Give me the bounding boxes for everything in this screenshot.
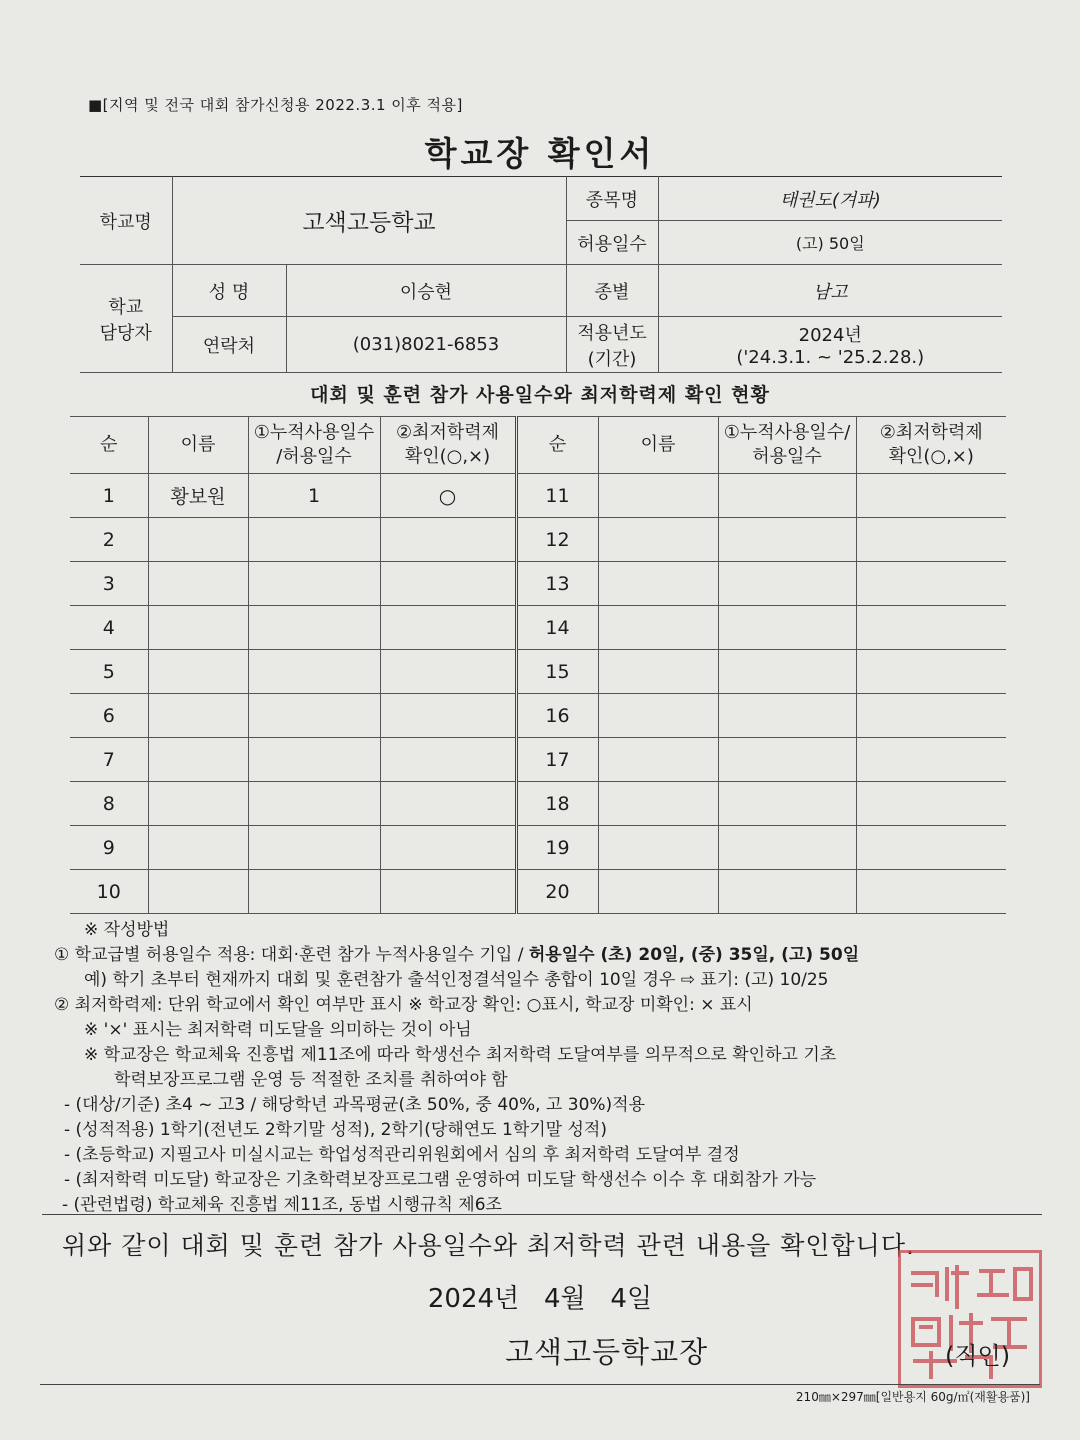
row-used-days: 1 — [248, 474, 380, 518]
instruction-line: 예) 학기 초부터 현재까지 대회 및 훈련참가 출석인정결석일수 총합이 10일 경우 ⇨ 표기: (고) 10/25 — [84, 970, 829, 990]
header-name: 이름 — [148, 417, 248, 474]
row-no: 1 — [70, 474, 148, 518]
row-used-days — [248, 650, 380, 694]
document-date: 2024년 4월 4일 — [427, 1284, 653, 1314]
row-no-right: 18 — [516, 782, 598, 826]
row-name-right — [598, 782, 718, 826]
row-used-days — [248, 782, 380, 826]
row-no: 10 — [70, 870, 148, 914]
event-value: 태권도(겨파) — [658, 177, 1002, 221]
instruction-line: - (성적적용) 1학기(전년도 2학기말 성적), 2학기(당해연도 1학기말 성적) — [64, 1120, 607, 1140]
row-used-days-right — [718, 562, 856, 606]
school-name-value: 고색고등학교 — [172, 177, 566, 265]
row-used-days-right — [718, 694, 856, 738]
category-label: 종별 — [566, 265, 658, 317]
row-check — [380, 650, 516, 694]
row-no: 4 — [70, 606, 148, 650]
instructions — [54, 918, 1034, 1218]
instruction-line: - (최저학력 미도달) 학교장은 기초학력보장프로그램 운영하여 미도달 학생선수 이수 후 대회참가 가능 — [64, 1170, 817, 1190]
staff-name-label: 성 명 — [172, 265, 286, 317]
row-check — [380, 518, 516, 562]
row-check — [380, 694, 516, 738]
table-row — [70, 826, 1006, 870]
row-used-days-right — [718, 650, 856, 694]
row-used-days-right — [718, 826, 856, 870]
row-name-right — [598, 826, 718, 870]
allowed-days-label: 허용일수 — [566, 221, 658, 265]
header-check-line2: 확인(○,×) — [404, 446, 491, 467]
row-no-right: 12 — [516, 518, 598, 562]
row-name — [148, 606, 248, 650]
row-name-right — [598, 562, 718, 606]
row-used-days-right — [718, 870, 856, 914]
row-name: 황보원 — [148, 474, 248, 518]
row-no-right: 13 — [516, 562, 598, 606]
row-used-days-right — [718, 474, 856, 518]
instruction-emphasis: 허용일수 (초) 20일, (중) 35일, (고) 50일 — [528, 945, 860, 965]
row-no: 5 — [70, 650, 148, 694]
row-check-right — [856, 606, 1006, 650]
table-header-row — [70, 417, 1006, 474]
row-used-days — [248, 870, 380, 914]
header-check-right-line1: ②최저학력제 — [879, 422, 983, 443]
row-name — [148, 518, 248, 562]
row-used-days — [248, 826, 380, 870]
period-range: ('24.3.1. ~ '25.2.28.) — [736, 347, 925, 368]
header-used-right-line1: ①누적사용일수/ — [723, 422, 851, 443]
row-check-right — [856, 518, 1006, 562]
staff-label-line1: 학교 — [108, 296, 144, 318]
row-name — [148, 650, 248, 694]
header-min-academic — [380, 417, 516, 474]
row-check-right — [856, 870, 1006, 914]
table-row — [70, 606, 1006, 650]
row-name-right — [598, 474, 718, 518]
row-check-right — [856, 826, 1006, 870]
row-check — [380, 782, 516, 826]
period-label — [566, 317, 658, 373]
confirmation-statement: 위와 같이 대회 및 훈련 참가 사용일수와 최저학력 관련 내용을 확인합니다. — [62, 1231, 915, 1260]
header-name-right: 이름 — [598, 417, 718, 474]
school-name-label: 학교명 — [80, 177, 172, 265]
row-check: ○ — [380, 474, 516, 518]
row-name — [148, 826, 248, 870]
row-no-right: 16 — [516, 694, 598, 738]
row-check-right — [856, 694, 1006, 738]
table-row — [70, 738, 1006, 782]
row-check — [380, 870, 516, 914]
instruction-line: - (관련법령) 학교체육 진흥법 제11조, 동법 시행규칙 제6조 — [62, 1195, 502, 1215]
instruction-text: ① 학교급별 허용일수 적용: 대회·훈련 참가 누적사용일수 기입 / — [54, 945, 529, 965]
instruction-line: - (초등학교) 지필고사 미실시교는 학업성적관리위원회에서 심의 후 최저학력 도달여부 결정 — [64, 1145, 740, 1165]
header-used-days-right — [718, 417, 856, 474]
instruction-line: - (대상/기준) 초4 ~ 고3 / 해당학년 과목평균(초 50%, 중 40%, 고 30%)적용 — [64, 1095, 646, 1115]
table-row — [70, 650, 1006, 694]
row-used-days — [248, 518, 380, 562]
row-name — [148, 782, 248, 826]
row-used-days-right — [718, 782, 856, 826]
participation-table — [70, 416, 1006, 914]
contact-label: 연락처 — [172, 317, 286, 373]
row-name-right — [598, 870, 718, 914]
row-no-right: 15 — [516, 650, 598, 694]
row-name — [148, 562, 248, 606]
row-no: 2 — [70, 518, 148, 562]
instruction-line: 학력보장프로그램 운영 등 적절한 조치를 취하여야 함 — [114, 1070, 508, 1090]
table-row — [70, 518, 1006, 562]
staff-name-value: 이승현 — [286, 265, 566, 317]
seal-label: (직인) — [945, 1342, 1011, 1370]
allowed-days-value: (고) 50일 — [658, 221, 1002, 265]
row-no: 7 — [70, 738, 148, 782]
divider-line — [40, 1384, 1040, 1385]
paper-spec: 210㎜×297㎜[일반용지 60g/㎡(재활용품)] — [795, 1390, 1030, 1404]
row-used-days-right — [718, 738, 856, 782]
divider-line — [42, 1214, 1042, 1215]
row-check-right — [856, 562, 1006, 606]
row-name-right — [598, 518, 718, 562]
period-label-line2: (기간) — [587, 348, 637, 370]
row-used-days — [248, 694, 380, 738]
header-no: 순 — [70, 417, 148, 474]
row-check — [380, 562, 516, 606]
row-name-right — [598, 694, 718, 738]
row-used-days-right — [718, 606, 856, 650]
row-no-right: 11 — [516, 474, 598, 518]
row-name — [148, 738, 248, 782]
row-used-days — [248, 562, 380, 606]
contact-value: (031)8021-6853 — [286, 317, 566, 373]
row-no-right: 14 — [516, 606, 598, 650]
category-value: 남고 — [658, 265, 1002, 317]
row-check-right — [856, 782, 1006, 826]
row-no: 8 — [70, 782, 148, 826]
instruction-line: ② 최저학력제: 단위 학교에서 확인 여부만 표시 ※ 학교장 확인: ○표시, 학교장 미확인: × 표시 — [54, 995, 753, 1015]
row-no-right: 20 — [516, 870, 598, 914]
row-check — [380, 738, 516, 782]
table-row — [70, 870, 1006, 914]
row-check — [380, 826, 516, 870]
row-name-right — [598, 738, 718, 782]
period-year: 2024년 — [798, 325, 862, 346]
document-title: 학교장 확인서 — [424, 134, 656, 173]
header-used-line1: ①누적사용일수 — [253, 422, 375, 443]
instruction-line: ※ '×' 표시는 최저학력 미도달을 의미하는 것이 아님 — [84, 1020, 472, 1040]
table-row — [70, 694, 1006, 738]
instruction-line: ※ 학교장은 학교체육 진흥법 제11조에 따라 학생선수 최저학력 도달여부를 의무적으로 확인하고 기초 — [84, 1045, 837, 1065]
row-name-right — [598, 606, 718, 650]
header-check-line1: ②최저학력제 — [395, 422, 500, 443]
row-used-days-right — [718, 518, 856, 562]
row-name-right — [598, 650, 718, 694]
row-check-right — [856, 474, 1006, 518]
principal-title: 고색고등학교장 — [505, 1335, 709, 1369]
section-title: 대회 및 훈련 참가 사용일수와 최저학력제 확인 현황 — [310, 384, 770, 406]
header-used-right-line2: 허용일수 — [752, 446, 822, 467]
row-no-right: 17 — [516, 738, 598, 782]
header-min-academic-right — [856, 417, 1006, 474]
row-no: 3 — [70, 562, 148, 606]
staff-label — [80, 265, 172, 373]
instructions-heading: ※ 작성방법 — [84, 920, 170, 940]
header-used-line2: /허용일수 — [276, 446, 352, 467]
row-no: 9 — [70, 826, 148, 870]
row-no: 6 — [70, 694, 148, 738]
table-row — [70, 782, 1006, 826]
row-used-days — [248, 738, 380, 782]
row-check-right — [856, 738, 1006, 782]
form-usage-note: ■[지역 및 전국 대회 참가신청용 2022.3.1 이후 적용] — [88, 96, 463, 114]
table-row — [70, 562, 1006, 606]
header-check-right-line2: 확인(○,×) — [888, 446, 974, 467]
header-used-days — [248, 417, 380, 474]
school-info-table — [80, 176, 1002, 373]
row-name — [148, 694, 248, 738]
row-check-right — [856, 650, 1006, 694]
header-no-right: 순 — [516, 417, 598, 474]
instruction-line — [54, 943, 1034, 968]
row-check — [380, 606, 516, 650]
table-row — [70, 474, 1006, 518]
period-label-line1: 적용년도 — [577, 322, 647, 344]
event-label: 종목명 — [566, 177, 658, 221]
staff-label-line2: 담당자 — [99, 322, 152, 344]
row-name — [148, 870, 248, 914]
row-no-right: 19 — [516, 826, 598, 870]
period-value — [658, 317, 1002, 373]
row-used-days — [248, 606, 380, 650]
